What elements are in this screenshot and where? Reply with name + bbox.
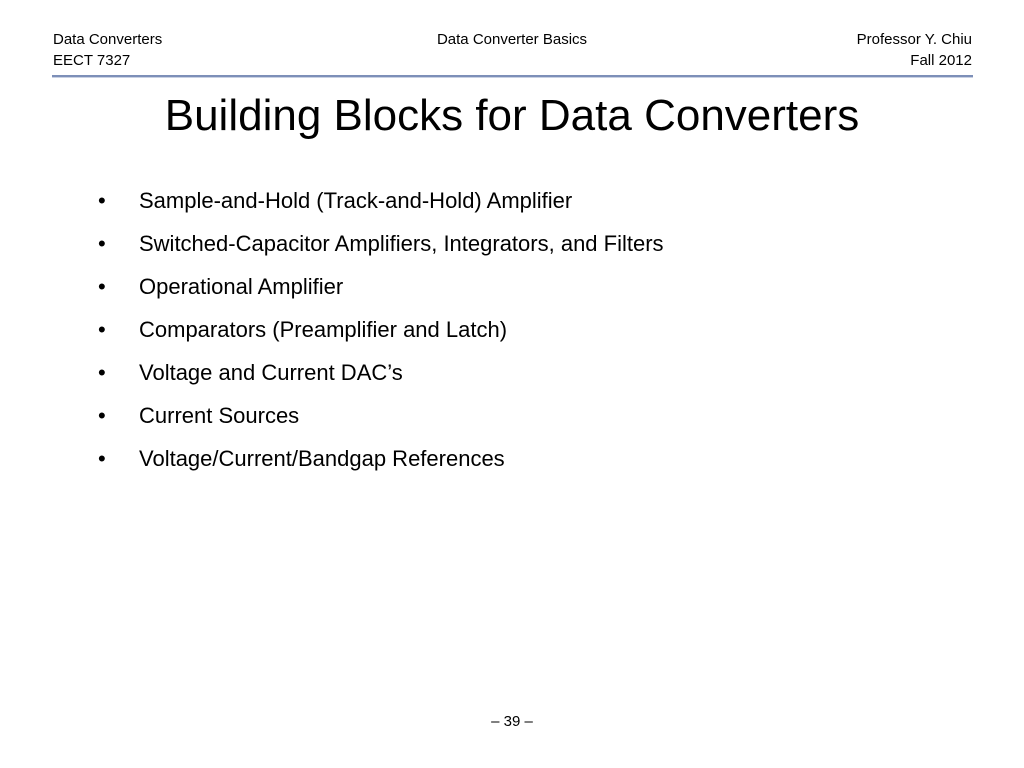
bullet-icon: •	[98, 274, 106, 299]
bullet-text: Current Sources	[139, 403, 300, 428]
header-course-name: Data Converters	[53, 31, 163, 48]
bullet-text: Operational Amplifier	[139, 274, 344, 299]
header-divider	[52, 75, 973, 78]
bullet-text: Comparators (Preamplifier and Latch)	[139, 317, 508, 342]
bullet-text: Sample-and-Hold (Track-and-Hold) Amplifier	[139, 188, 573, 213]
bullet-icon: •	[98, 360, 106, 385]
page-number: – 39 –	[491, 713, 533, 730]
header-semester: Fall 2012	[910, 52, 972, 69]
bullet-icon: •	[98, 446, 106, 471]
bullet-icon: •	[98, 403, 106, 428]
header-instructor: Professor Y. Chiu	[856, 31, 972, 48]
bullet-icon: •	[98, 317, 106, 342]
bullet-text: Voltage/Current/Bandgap References	[139, 446, 505, 471]
header-course-code: EECT 7327	[53, 52, 131, 69]
bullet-icon: •	[98, 231, 106, 256]
bullet-icon: •	[98, 188, 106, 213]
bullet-text: Voltage and Current DAC’s	[139, 360, 403, 385]
header-lecture-topic: Data Converter Basics	[436, 31, 588, 48]
bullet-text: Switched-Capacitor Amplifiers, Integrators, and Filters	[139, 231, 664, 256]
slide-title: Building Blocks for Data Converters	[164, 91, 860, 140]
